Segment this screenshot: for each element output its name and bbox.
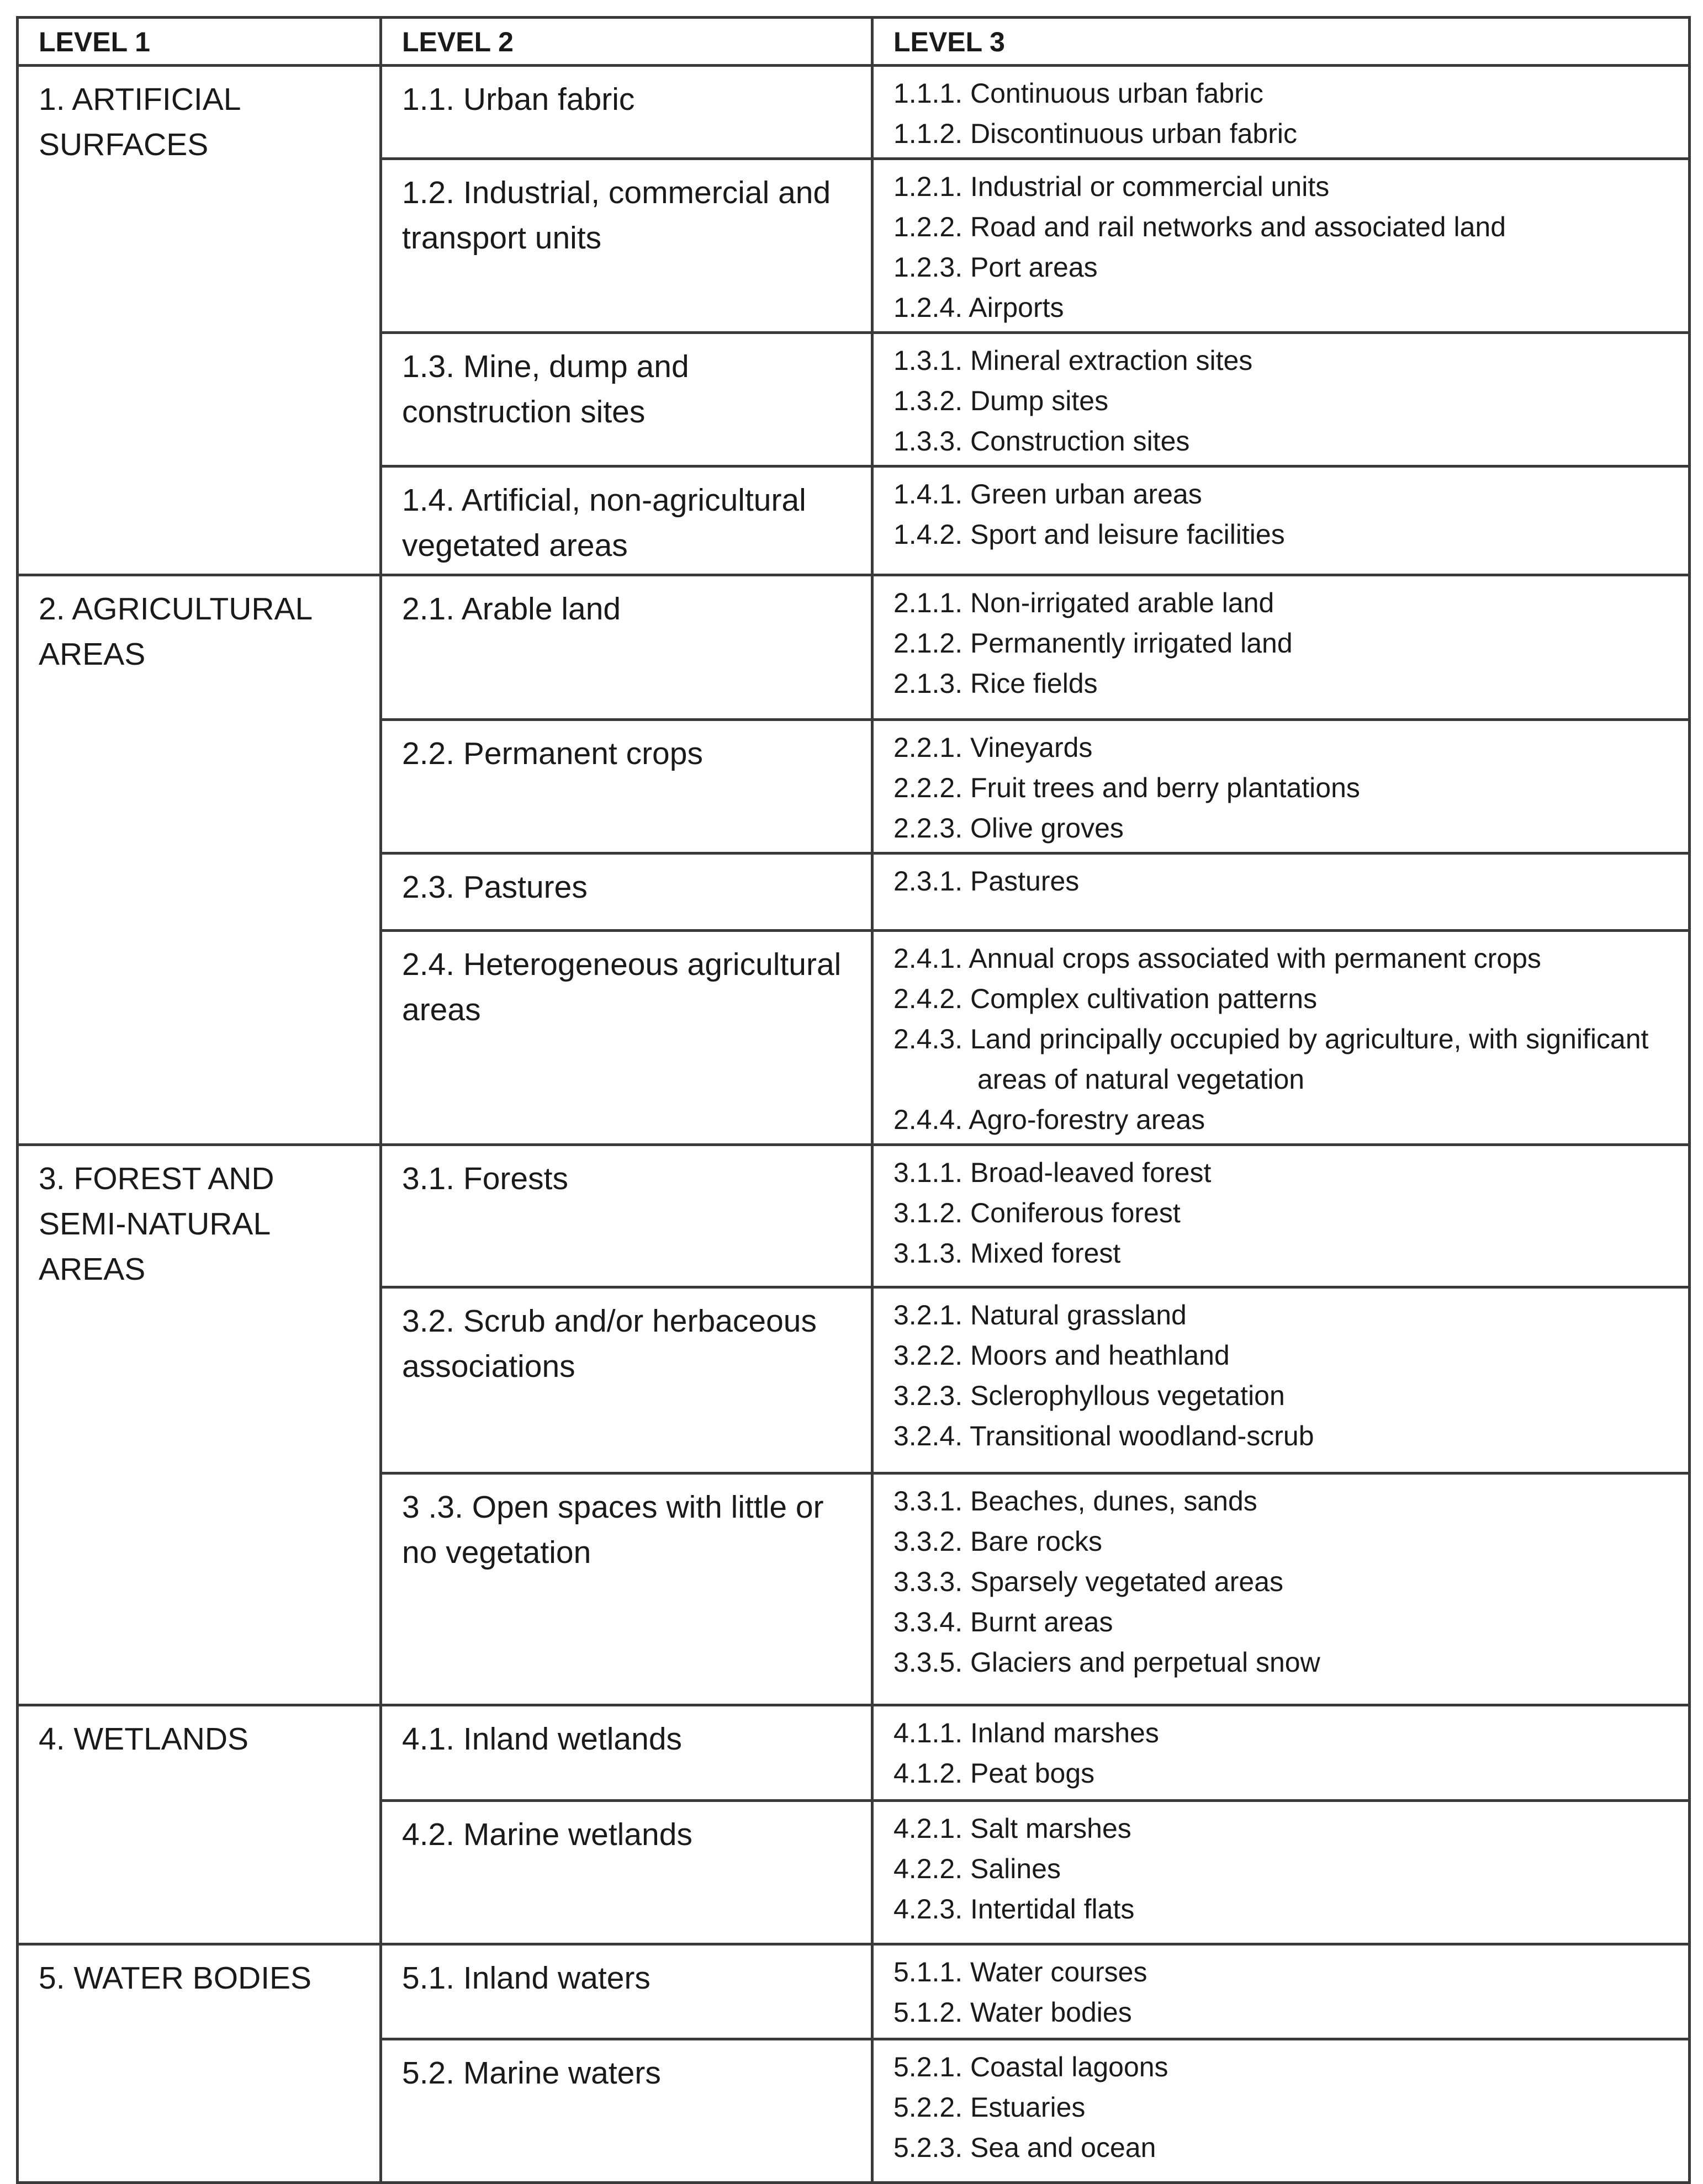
header-row bbox=[18, 18, 1690, 66]
level3-item: 5.1.1. Water courses bbox=[893, 1957, 1147, 1987]
level3-item: 5.2.2. Estuaries bbox=[893, 2092, 1086, 2123]
level2-cell: 1.1. Urban fabric bbox=[381, 66, 872, 159]
level3-item: 3.2.4. Transitional woodland-scrub bbox=[893, 1420, 1314, 1451]
level3-item: 1.4.1. Green urban areas bbox=[893, 479, 1202, 510]
level3-item: 2.3.1. Pastures bbox=[893, 866, 1080, 897]
level2-cell: 1.2. Industrial, commercial and transport units bbox=[381, 159, 872, 333]
level2-cell: 3.1. Forests bbox=[381, 1145, 872, 1287]
table-row bbox=[18, 66, 1690, 159]
level3-item: 1.2.3. Port areas bbox=[893, 252, 1098, 283]
level1-cell: 4. WETLANDS bbox=[18, 1705, 381, 1944]
level3-item: 3.3.5. Glaciers and perpetual snow bbox=[893, 1647, 1320, 1678]
level3-item: 1.4.2. Sport and leisure facilities bbox=[893, 519, 1285, 550]
level3-item: 3.2.1. Natural grassland bbox=[893, 1300, 1187, 1330]
level3-item: 3.1.3. Mixed forest bbox=[893, 1238, 1121, 1269]
level3-item: 4.2.3. Intertidal flats bbox=[893, 1894, 1135, 1925]
level2-cell: 2.4. Heterogeneous agricultural areas bbox=[381, 931, 872, 1145]
level2-cell: 3 .3. Open spaces with little or no vegetation bbox=[381, 1473, 872, 1705]
level3-item: 1.1.1. Continuous urban fabric bbox=[893, 78, 1263, 109]
level3-item: 3.3.2. Bare rocks bbox=[893, 1526, 1102, 1557]
level3-cell bbox=[872, 1944, 1690, 2039]
level3-item: 4.1.2. Peat bogs bbox=[893, 1758, 1095, 1789]
table-row bbox=[18, 575, 1690, 720]
level1-cell: 3. FOREST AND SEMI-NATURAL AREAS bbox=[18, 1145, 381, 1705]
level1-cell: 1. ARTIFICIAL SURFACES bbox=[18, 66, 381, 575]
level3-item: 3.2.2. Moors and heathland bbox=[893, 1340, 1230, 1371]
level3-cell bbox=[872, 467, 1690, 575]
level1-cell: 2. AGRICULTURAL AREAS bbox=[18, 575, 381, 1145]
land-cover-classification-table bbox=[16, 16, 1691, 2184]
level3-item: 4.2.1. Salt marshes bbox=[893, 1813, 1131, 1844]
level2-cell: 3.2. Scrub and/or herbaceous associations bbox=[381, 1287, 872, 1473]
level3-item: 2.4.3. Land principally occupied by agriculture, with significant areas of natural vegetation bbox=[893, 1024, 1649, 1095]
level3-item: 1.3.2. Dump sites bbox=[893, 385, 1109, 416]
level2-cell: 1.4. Artificial, non-agricultural vegetated areas bbox=[381, 467, 872, 575]
level3-item: 2.2.1. Vineyards bbox=[893, 732, 1093, 763]
level3-item: 1.3.1. Mineral extraction sites bbox=[893, 345, 1253, 376]
header-level1: LEVEL 1 bbox=[18, 18, 381, 66]
level2-cell: 1.3. Mine, dump and construction sites bbox=[381, 333, 872, 467]
level3-item: 2.1.2. Permanently irrigated land bbox=[893, 628, 1293, 659]
level3-cell bbox=[872, 1473, 1690, 1705]
level3-item: 1.3.3. Construction sites bbox=[893, 426, 1190, 457]
level3-cell bbox=[872, 1801, 1690, 1944]
level2-cell: 5.1. Inland waters bbox=[381, 1944, 872, 2039]
level3-cell bbox=[872, 159, 1690, 333]
level3-cell bbox=[872, 931, 1690, 1145]
level3-item: 2.2.2. Fruit trees and berry plantations bbox=[893, 772, 1360, 803]
level2-cell: 2.3. Pastures bbox=[381, 854, 872, 931]
header-level3: LEVEL 3 bbox=[872, 18, 1690, 66]
level3-cell bbox=[872, 1705, 1690, 1801]
level3-item: 3.3.1. Beaches, dunes, sands bbox=[893, 1486, 1257, 1517]
level3-item: 2.4.2. Complex cultivation patterns bbox=[893, 983, 1318, 1014]
level1-cell: 5. WATER BODIES bbox=[18, 1944, 381, 2183]
level3-item: 2.1.1. Non-irrigated arable land bbox=[893, 587, 1274, 618]
level3-item: 2.4.4. Agro-forestry areas bbox=[893, 1104, 1205, 1135]
level3-cell bbox=[872, 1145, 1690, 1287]
level3-cell bbox=[872, 66, 1690, 159]
level3-item: 3.2.3. Sclerophyllous vegetation bbox=[893, 1380, 1285, 1411]
level3-item: 5.1.2. Water bodies bbox=[893, 1997, 1132, 2028]
level3-item: 3.1.1. Broad-leaved forest bbox=[893, 1157, 1212, 1188]
level3-item: 4.2.2. Salines bbox=[893, 1853, 1061, 1884]
level3-item: 4.1.1. Inland marshes bbox=[893, 1717, 1159, 1748]
level3-item: 3.3.4. Burnt areas bbox=[893, 1607, 1113, 1637]
level3-cell bbox=[872, 854, 1690, 931]
header-level2: LEVEL 2 bbox=[381, 18, 872, 66]
level3-cell bbox=[872, 1287, 1690, 1473]
level3-cell bbox=[872, 333, 1690, 467]
table-row bbox=[18, 1145, 1690, 1287]
level3-item: 1.2.4. Airports bbox=[893, 292, 1064, 323]
level3-item: 1.2.1. Industrial or commercial units bbox=[893, 171, 1330, 202]
level3-item: 3.1.2. Coniferous forest bbox=[893, 1197, 1181, 1228]
level3-item: 3.3.3. Sparsely vegetated areas bbox=[893, 1566, 1284, 1597]
level2-cell: 2.2. Permanent crops bbox=[381, 720, 872, 854]
level2-cell: 4.2. Marine wetlands bbox=[381, 1801, 872, 1944]
level3-item: 2.4.1. Annual crops associated with permanent crops bbox=[893, 943, 1541, 974]
level3-item: 2.1.3. Rice fields bbox=[893, 668, 1098, 699]
table-row bbox=[18, 1944, 1690, 2039]
table-row bbox=[18, 1705, 1690, 1801]
level3-item: 1.2.2. Road and rail networks and associated land bbox=[893, 211, 1506, 242]
level3-cell bbox=[872, 2039, 1690, 2183]
level3-item: 2.2.3. Olive groves bbox=[893, 813, 1124, 844]
level2-cell: 5.2. Marine waters bbox=[381, 2039, 872, 2183]
level3-cell bbox=[872, 575, 1690, 720]
level3-cell bbox=[872, 720, 1690, 854]
level2-cell: 4.1. Inland wetlands bbox=[381, 1705, 872, 1801]
level2-cell: 2.1. Arable land bbox=[381, 575, 872, 720]
level3-item: 5.2.1. Coastal lagoons bbox=[893, 2052, 1168, 2082]
table-body bbox=[18, 66, 1690, 2183]
level3-item: 5.2.3. Sea and ocean bbox=[893, 2132, 1156, 2163]
level3-item: 1.1.2. Discontinuous urban fabric bbox=[893, 118, 1297, 149]
